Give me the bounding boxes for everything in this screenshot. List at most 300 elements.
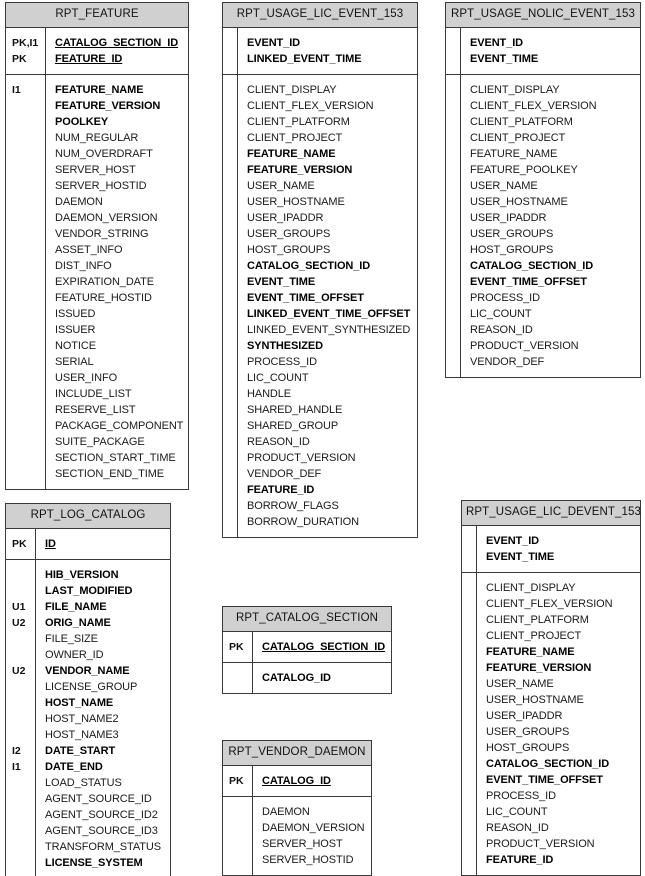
attribute-section xyxy=(462,572,640,875)
key-indicator xyxy=(462,852,476,868)
key-indicator xyxy=(462,772,476,788)
attribute-name: LAST_MODIFIED xyxy=(45,584,133,597)
attribute-name: FEATURE_NAME xyxy=(486,645,575,658)
key-indicator xyxy=(446,114,460,130)
attribute-name: LIC_COUNT xyxy=(486,805,548,818)
key-indicator xyxy=(462,756,476,772)
attribute-name: LINKED_EVENT_SYNTHESIZED xyxy=(247,323,411,336)
attribute-name: VENDOR_NAME xyxy=(45,664,130,677)
entity-title: RPT_USAGE_NOLIC_EVENT_153 xyxy=(446,3,640,28)
key-indicator: PK xyxy=(229,640,244,653)
attribute-name: USER_IPADDR xyxy=(247,211,324,224)
key-indicator xyxy=(6,434,45,450)
attribute-name: EVENT_TIME_OFFSET xyxy=(486,773,603,786)
attribute-name: CLIENT_PROJECT xyxy=(486,629,582,642)
attribute-name: USER_INFO xyxy=(55,371,118,384)
key-indicator: I2 xyxy=(12,744,21,757)
key-indicator xyxy=(6,98,45,114)
key-indicator xyxy=(6,855,35,871)
key-indicator: I1 xyxy=(12,83,21,96)
key-indicator xyxy=(223,162,237,178)
key-indicator xyxy=(446,210,460,226)
attribute-column xyxy=(461,28,640,74)
attribute-name: PACKAGE_COMPONENT xyxy=(55,419,184,432)
key-indicator xyxy=(6,823,35,839)
attribute-name: OWNER_ID xyxy=(45,648,104,661)
attribute-name: FEATURE_NAME xyxy=(470,147,558,160)
key-indicator xyxy=(6,711,35,727)
attribute-name: VENDOR_DEF xyxy=(470,355,545,368)
attribute-name: CLIENT_PLATFORM xyxy=(486,613,589,626)
primary-key-attribute: CATALOG_SECTION_ID xyxy=(55,36,179,49)
attribute-name: HIB_VERSION xyxy=(45,568,119,581)
key-indicator xyxy=(462,549,476,565)
key-indicator: PK xyxy=(229,774,244,787)
key-indicator xyxy=(6,242,45,258)
key-indicator xyxy=(223,386,237,402)
entity-rpt-usage-lic-event-153[interactable] xyxy=(222,2,418,538)
attribute-name: PRODUCT_VERSION xyxy=(470,339,579,352)
key-indicator xyxy=(446,242,460,258)
primary-key-section xyxy=(6,28,188,74)
key-indicator xyxy=(6,354,45,370)
key-indicator xyxy=(462,836,476,852)
key-indicator xyxy=(223,290,237,306)
attribute-name: HOST_GROUPS xyxy=(470,243,554,256)
key-indicator xyxy=(223,418,237,434)
key-indicator xyxy=(6,695,35,711)
attribute-name: HOST_NAME2 xyxy=(45,712,119,725)
key-indicator xyxy=(223,820,252,836)
primary-key-section xyxy=(223,28,417,74)
key-indicator xyxy=(223,338,237,354)
key-indicator xyxy=(446,306,460,322)
primary-key-section xyxy=(223,632,391,662)
key-indicator: U2 xyxy=(12,616,26,629)
attribute-name: POOLKEY xyxy=(55,115,109,128)
key-indicator xyxy=(223,498,237,514)
attribute-name: DAEMON_VERSION xyxy=(55,211,158,224)
attribute-name: DIST_INFO xyxy=(55,259,112,272)
attribute-column xyxy=(477,526,640,572)
primary-key-section xyxy=(446,28,640,74)
key-indicator xyxy=(462,580,476,596)
key-indicator xyxy=(6,178,45,194)
attribute-name: SYNTHESIZED xyxy=(247,339,323,352)
key-indicator xyxy=(462,820,476,836)
key-indicator xyxy=(462,596,476,612)
attribute-name: LICENSE_GROUP xyxy=(45,680,138,693)
key-indicator xyxy=(223,670,252,686)
entity-title: RPT_LOG_CATALOG xyxy=(6,504,170,529)
attribute-name: SERIAL xyxy=(55,355,94,368)
key-indicator xyxy=(223,258,237,274)
attribute-column xyxy=(36,560,170,876)
key-indicator xyxy=(462,724,476,740)
attribute-name: EVENT_TIME_OFFSET xyxy=(247,291,364,304)
attribute-name: USER_IPADDR xyxy=(470,211,547,224)
key-indicator xyxy=(223,146,237,162)
attribute-name: SHARED_GROUP xyxy=(247,419,339,432)
entity-rpt-log-catalog[interactable] xyxy=(5,503,171,876)
attribute-name: FEATURE_VERSION xyxy=(486,661,592,674)
key-indicator: U1 xyxy=(12,600,26,613)
attribute-name: ORIG_NAME xyxy=(45,616,111,629)
key-indicator xyxy=(6,322,45,338)
attribute-name: SERVER_HOSTID xyxy=(262,853,354,866)
attribute-name: PROCESS_ID xyxy=(486,789,556,802)
key-indicator xyxy=(223,274,237,290)
key-indicator xyxy=(462,660,476,676)
key-indicator xyxy=(223,836,252,852)
attribute-name: CATALOG_SECTION_ID xyxy=(470,259,594,272)
attribute-name: USER_GROUPS xyxy=(247,227,331,240)
key-indicator xyxy=(223,130,237,146)
attribute-name: CLIENT_FLEX_VERSION xyxy=(470,99,597,112)
key-indicator xyxy=(6,631,35,647)
entity-rpt-catalog-section[interactable] xyxy=(222,606,392,694)
key-indicator xyxy=(6,567,35,583)
attribute-name: USER_NAME xyxy=(486,677,554,690)
key-indicator xyxy=(462,788,476,804)
attribute-column xyxy=(253,663,391,693)
attribute-name: TRANSFORM_STATUS xyxy=(45,840,161,853)
attribute-name: VENDOR_STRING xyxy=(55,227,149,240)
key-indicator xyxy=(462,533,476,549)
key-column xyxy=(6,75,46,489)
attribute-column xyxy=(253,766,371,796)
attribute-name: SERVER_HOSTID xyxy=(55,179,147,192)
key-indicator xyxy=(462,676,476,692)
attribute-name: FEATURE_ID xyxy=(247,483,315,496)
attribute-section xyxy=(6,559,170,876)
attribute-name: CATALOG_SECTION_ID xyxy=(486,757,610,770)
key-column xyxy=(223,75,238,537)
attribute-name: LINKED_EVENT_TIME_OFFSET xyxy=(247,307,411,320)
key-indicator xyxy=(462,628,476,644)
attribute-name: PRODUCT_VERSION xyxy=(247,451,356,464)
attribute-name: CLIENT_PLATFORM xyxy=(470,115,573,128)
key-indicator xyxy=(223,114,237,130)
key-indicator xyxy=(446,35,460,51)
key-indicator xyxy=(6,146,45,162)
key-indicator xyxy=(446,322,460,338)
attribute-name: INCLUDE_LIST xyxy=(55,387,132,400)
key-indicator xyxy=(223,434,237,450)
key-indicator xyxy=(6,194,45,210)
attribute-name: CATALOG_SECTION_ID xyxy=(247,259,371,272)
key-indicator xyxy=(446,162,460,178)
attribute-name: REASON_ID xyxy=(470,323,533,336)
key-indicator xyxy=(6,450,45,466)
key-column xyxy=(462,526,477,572)
attribute-name: EVENT_ID xyxy=(247,36,300,49)
attribute-section xyxy=(223,662,391,693)
key-column xyxy=(446,28,461,74)
attribute-column xyxy=(461,75,640,377)
entity-rpt-usage-lic-devent-153[interactable] xyxy=(461,500,641,876)
primary-key-attribute: ID xyxy=(45,537,56,550)
key-indicator xyxy=(223,194,237,210)
attribute-name: DATE_END xyxy=(45,760,103,773)
attribute-name: FEATURE_VERSION xyxy=(55,99,161,112)
entity-title: RPT_VENDOR_DAEMON xyxy=(223,741,371,766)
attribute-name: NUM_REGULAR xyxy=(55,131,139,144)
attribute-name: RESERVE_LIST xyxy=(55,403,136,416)
key-indicator: I1 xyxy=(12,760,21,773)
attribute-name: FEATURE_NAME xyxy=(247,147,336,160)
attribute-name: CLIENT_FLEX_VERSION xyxy=(247,99,374,112)
attribute-section xyxy=(223,74,417,537)
key-indicator xyxy=(446,98,460,114)
attribute-name: DATE_START xyxy=(45,744,116,757)
attribute-name: REASON_ID xyxy=(247,435,310,448)
attribute-name: USER_IPADDR xyxy=(486,709,563,722)
key-indicator xyxy=(6,727,35,743)
key-indicator xyxy=(446,82,460,98)
attribute-name: REASON_ID xyxy=(486,821,549,834)
attribute-name: CLIENT_PROJECT xyxy=(470,131,566,144)
attribute-name: FEATURE_ID xyxy=(486,853,554,866)
key-indicator xyxy=(6,258,45,274)
key-indicator xyxy=(6,162,45,178)
attribute-name: USER_NAME xyxy=(247,179,315,192)
attribute-name: HANDLE xyxy=(247,387,292,400)
key-column xyxy=(6,560,36,876)
key-indicator xyxy=(223,804,252,820)
attribute-name: CLIENT_PLATFORM xyxy=(247,115,350,128)
attribute-name: NUM_OVERDRAFT xyxy=(55,147,153,160)
key-indicator xyxy=(223,226,237,242)
key-indicator xyxy=(446,354,460,370)
attribute-name: ASSET_INFO xyxy=(55,243,123,256)
attribute-name: LICENSE_SYSTEM xyxy=(45,856,143,869)
key-indicator xyxy=(6,775,35,791)
attribute-name: SERVER_HOST xyxy=(55,163,136,176)
primary-key-attribute: CATALOG_SECTION_ID xyxy=(262,640,386,653)
attribute-name: LIC_COUNT xyxy=(247,371,309,384)
key-indicator: PK xyxy=(12,537,27,550)
attribute-name: SERVER_HOST xyxy=(262,837,343,850)
primary-key-attribute: FEATURE_ID xyxy=(55,52,123,65)
key-indicator xyxy=(6,647,35,663)
key-indicator xyxy=(462,692,476,708)
key-indicator: PK xyxy=(12,52,27,65)
attribute-name: EVENT_TIME xyxy=(486,550,555,563)
key-indicator xyxy=(446,258,460,274)
key-indicator xyxy=(6,807,35,823)
primary-key-attribute: CATALOG_ID xyxy=(262,774,331,787)
attribute-name: BORROW_FLAGS xyxy=(247,499,339,512)
key-indicator xyxy=(6,791,35,807)
attribute-name: USER_GROUPS xyxy=(470,227,554,240)
key-indicator xyxy=(6,114,45,130)
attribute-column xyxy=(253,797,371,875)
attribute-name: ISSUED xyxy=(55,307,96,320)
key-indicator: PK,I1 xyxy=(12,36,39,49)
key-indicator xyxy=(6,402,45,418)
entity-title: RPT_USAGE_LIC_EVENT_153 xyxy=(223,3,417,28)
attribute-name: CLIENT_DISPLAY xyxy=(247,83,337,96)
attribute-name: EVENT_ID xyxy=(470,36,523,49)
key-indicator xyxy=(6,583,35,599)
key-indicator xyxy=(6,226,45,242)
key-indicator: U2 xyxy=(12,664,26,677)
key-column xyxy=(446,75,461,377)
key-column xyxy=(462,573,477,875)
attribute-name: HOST_NAME3 xyxy=(45,728,119,741)
attribute-name: CLIENT_DISPLAY xyxy=(486,581,576,594)
key-indicator xyxy=(6,306,45,322)
attribute-name: DAEMON xyxy=(262,805,310,818)
attribute-name: FILE_SIZE xyxy=(45,632,98,645)
attribute-name: EVENT_ID xyxy=(486,534,539,547)
attribute-column xyxy=(253,632,391,662)
attribute-section xyxy=(223,796,371,875)
key-indicator xyxy=(223,514,237,530)
key-indicator xyxy=(223,354,237,370)
key-indicator xyxy=(223,450,237,466)
attribute-name: AGENT_SOURCE_ID3 xyxy=(45,824,158,837)
attribute-name: EVENT_TIME xyxy=(470,52,539,65)
key-indicator xyxy=(223,51,237,67)
key-indicator xyxy=(6,210,45,226)
attribute-name: LINKED_EVENT_TIME xyxy=(247,52,362,65)
entity-rpt-vendor-daemon[interactable] xyxy=(222,740,372,876)
key-column xyxy=(223,28,238,74)
attribute-name: FEATURE_VERSION xyxy=(247,163,353,176)
entity-rpt-feature[interactable] xyxy=(5,2,189,490)
attribute-name: SECTION_START_TIME xyxy=(55,451,176,464)
attribute-name: AGENT_SOURCE_ID xyxy=(45,792,152,805)
attribute-name: AGENT_SOURCE_ID2 xyxy=(45,808,158,821)
attribute-column xyxy=(238,75,417,537)
key-indicator xyxy=(446,51,460,67)
attribute-name: NOTICE xyxy=(55,339,96,352)
key-indicator xyxy=(223,402,237,418)
attribute-name: USER_NAME xyxy=(470,179,538,192)
key-column xyxy=(223,632,253,662)
key-indicator xyxy=(6,839,35,855)
key-indicator xyxy=(6,290,45,306)
entity-title: RPT_FEATURE xyxy=(6,3,188,28)
attribute-name: USER_GROUPS xyxy=(486,725,570,738)
attribute-column xyxy=(46,28,188,74)
key-indicator xyxy=(446,146,460,162)
key-indicator xyxy=(223,482,237,498)
attribute-name: FEATURE_HOSTID xyxy=(55,291,152,304)
key-column xyxy=(223,797,253,875)
attribute-name: FILE_NAME xyxy=(45,600,107,613)
attribute-name: CATALOG_ID xyxy=(262,671,331,684)
attribute-section xyxy=(446,74,640,377)
attribute-name: CLIENT_DISPLAY xyxy=(470,83,560,96)
key-indicator xyxy=(6,274,45,290)
attribute-name: USER_HOSTNAME xyxy=(470,195,568,208)
attribute-name: FEATURE_POOLKEY xyxy=(470,163,578,176)
key-indicator xyxy=(462,804,476,820)
key-indicator xyxy=(462,740,476,756)
key-indicator xyxy=(446,226,460,242)
attribute-name: DAEMON_VERSION xyxy=(262,821,365,834)
attribute-column xyxy=(46,75,189,489)
attribute-name: EVENT_TIME_OFFSET xyxy=(470,275,587,288)
attribute-name: USER_HOSTNAME xyxy=(486,693,584,706)
attribute-section xyxy=(6,74,188,489)
attribute-name: PRODUCT_VERSION xyxy=(486,837,595,850)
attribute-name: LOAD_STATUS xyxy=(45,776,122,789)
key-indicator xyxy=(223,35,237,51)
entity-title: RPT_CATALOG_SECTION xyxy=(223,607,391,632)
key-indicator xyxy=(223,178,237,194)
key-indicator xyxy=(223,98,237,114)
key-indicator xyxy=(446,130,460,146)
key-indicator xyxy=(6,338,45,354)
attribute-name: USER_HOSTNAME xyxy=(247,195,345,208)
key-indicator xyxy=(446,194,460,210)
attribute-name: HOST_GROUPS xyxy=(486,741,570,754)
key-indicator xyxy=(6,466,45,482)
key-indicator xyxy=(223,370,237,386)
attribute-name: EXPIRATION_DATE xyxy=(55,275,154,288)
attribute-name: CLIENT_FLEX_VERSION xyxy=(486,597,613,610)
key-indicator xyxy=(6,386,45,402)
key-indicator xyxy=(223,852,252,868)
key-indicator xyxy=(223,322,237,338)
attribute-name: PROCESS_ID xyxy=(470,291,540,304)
attribute-name: SECTION_END_TIME xyxy=(55,467,165,480)
key-indicator xyxy=(462,612,476,628)
key-indicator xyxy=(223,306,237,322)
attribute-name: SHARED_HANDLE xyxy=(247,403,343,416)
attribute-name: LIC_COUNT xyxy=(470,307,532,320)
attribute-column xyxy=(238,28,417,74)
attribute-column xyxy=(477,573,640,875)
primary-key-section xyxy=(462,526,640,572)
attribute-name: VENDOR_DEF xyxy=(247,467,322,480)
primary-key-section xyxy=(223,766,371,796)
attribute-name: FEATURE_NAME xyxy=(55,83,144,96)
attribute-name: EVENT_TIME xyxy=(247,275,316,288)
attribute-name: ISSUER xyxy=(55,323,96,336)
attribute-name: CLIENT_PROJECT xyxy=(247,131,343,144)
attribute-name: PROCESS_ID xyxy=(247,355,317,368)
key-indicator xyxy=(462,644,476,660)
key-indicator xyxy=(462,708,476,724)
key-indicator xyxy=(6,130,45,146)
key-indicator xyxy=(223,210,237,226)
attribute-name: HOST_GROUPS xyxy=(247,243,331,256)
key-column xyxy=(223,663,253,693)
key-indicator xyxy=(6,370,45,386)
key-indicator xyxy=(6,679,35,695)
key-indicator xyxy=(446,274,460,290)
attribute-name: SUITE_PACKAGE xyxy=(55,435,145,448)
key-indicator xyxy=(446,338,460,354)
entity-title: RPT_USAGE_LIC_DEVENT_153 xyxy=(462,501,640,526)
key-column xyxy=(6,28,46,74)
key-indicator xyxy=(223,466,237,482)
attribute-name: BORROW_DURATION xyxy=(247,515,359,528)
attribute-column xyxy=(36,529,170,559)
attribute-name: DAEMON xyxy=(55,195,103,208)
key-column xyxy=(223,766,253,796)
key-indicator xyxy=(223,82,237,98)
key-indicator xyxy=(446,178,460,194)
attribute-name: HOST_NAME xyxy=(45,696,114,709)
entity-rpt-usage-nolic-event-153[interactable] xyxy=(445,2,641,378)
key-indicator xyxy=(223,242,237,258)
